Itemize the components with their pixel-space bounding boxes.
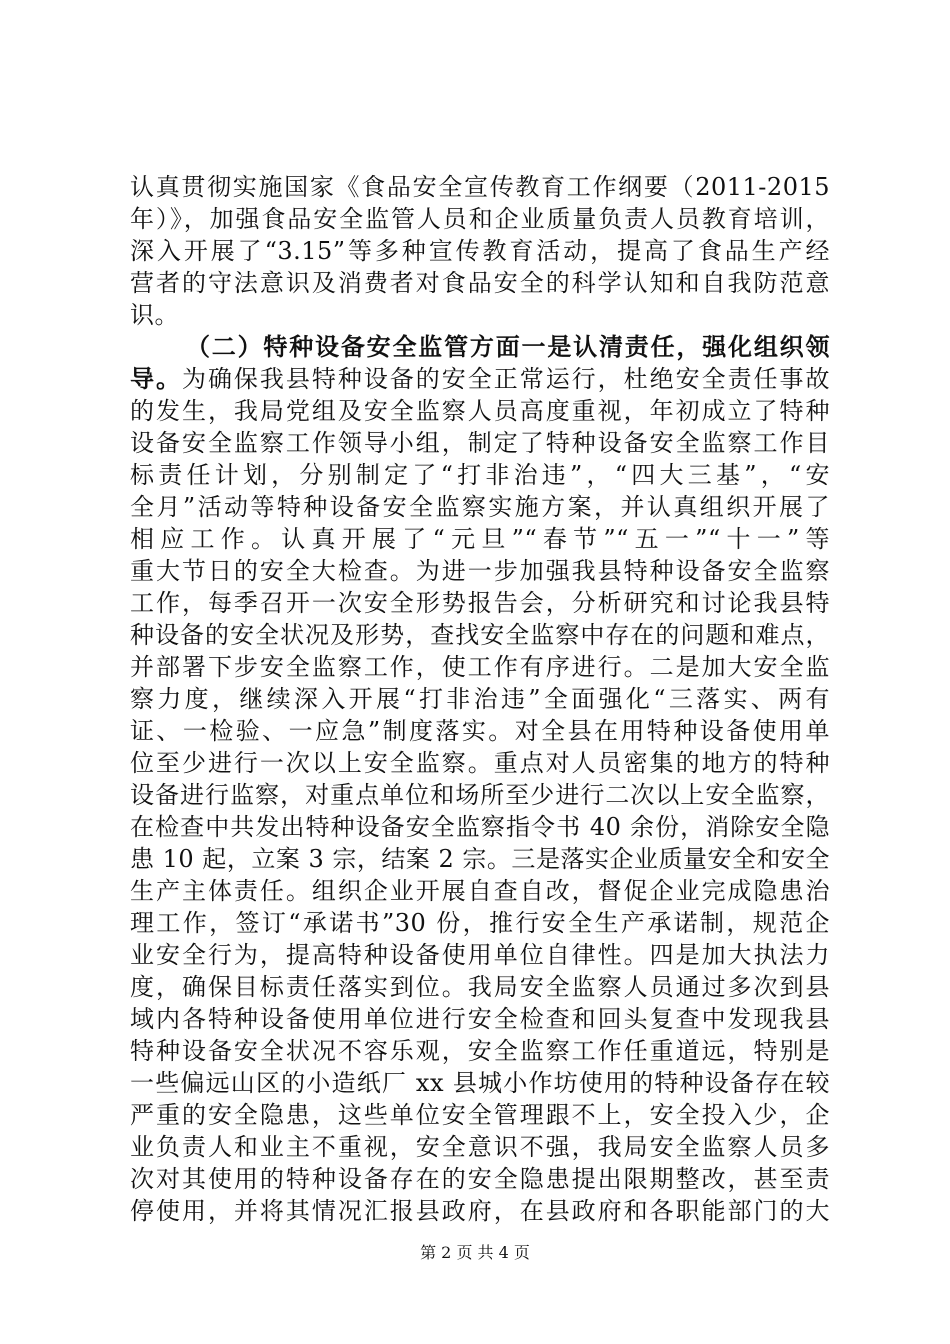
text-line: 业负责人和业主不重视，安全意识不强，我局安全监察人员多 <box>130 1133 830 1161</box>
text-line: 重大节日的安全大检查。为进一步加强我县特种设备安全监察 <box>130 557 830 585</box>
section-heading-line: （二）特种设备安全监管方面一是认清责任，强化组织领 <box>186 332 830 361</box>
page-number: 第 2 页 共 4 页 <box>420 1243 530 1262</box>
text-line: 停使用，并将其情况汇报县政府，在县政府和各职能部门的大 <box>130 1197 830 1225</box>
text-line: 的发生，我局党组及安全监察人员高度重视，年初成立了特种 <box>130 397 830 425</box>
text-line <box>130 363 830 395</box>
text-line: 特种设备安全状况不容乐观，安全监察工作任重道远，特别是 <box>130 1037 830 1065</box>
page-footer <box>0 1243 950 1263</box>
text-line: 并部署下步安全监察工作，使工作有序进行。二是加大安全监 <box>130 653 830 681</box>
text-line: 在检查中共发出特种设备安全监察指令书 40 余份，消除安全隐 <box>130 813 830 841</box>
text-line: 严重的安全隐患，这些单位安全管理跟不上，安全投入少，企 <box>130 1101 830 1129</box>
text-line: 种设备的安全状况及形势，查找安全监察中存在的问题和难点， <box>130 621 830 649</box>
text-line: 业安全行为，提高特种设备使用单位自律性。四是加大执法力 <box>130 941 830 969</box>
text-line: 一些偏远山区的小造纸厂 xx 县城小作坊使用的特种设备存在较 <box>130 1069 830 1097</box>
text-line: 工作，每季召开一次安全形势报告会，分析研究和讨论我县特 <box>130 589 830 617</box>
text-line: 理工作，签订“承诺书”30 份，推行安全生产承诺制，规范企 <box>130 909 830 937</box>
text-line: 生产主体责任。组织企业开展自查自改，督促企业完成隐患治 <box>130 877 830 905</box>
text-line: 识。 <box>130 301 179 329</box>
text-line: 标责任计划，分别制定了“打非治违”，“四大三基”，“安 <box>130 461 830 489</box>
text-segment: 为确保我县特种设备的安全正常运行，杜绝安全责任事故 <box>181 365 831 393</box>
text-line: 域内各特种设备使用单位进行安全检查和回头复查中发现我县 <box>130 1005 830 1033</box>
text-line: 认真贯彻实施国家《食品安全宣传教育工作纲要（2011-2015 <box>130 173 830 201</box>
text-line: 设备安全监察工作领导小组，制定了特种设备安全监察工作目 <box>130 429 830 457</box>
text-line: 次对其使用的特种设备存在的安全隐患提出限期整改，甚至责 <box>130 1165 830 1193</box>
text-line: 证、一检验、一应急”制度落实。对全县在用特种设备使用单 <box>130 717 830 745</box>
text-line: 察力度，继续深入开展“打非治违”全面强化“三落实、两有 <box>130 685 830 713</box>
text-line: 位至少进行一次以上安全监察。重点对人员密集的地方的特种 <box>130 749 830 777</box>
section-heading-end: 导。 <box>130 364 182 393</box>
text-line: 患 10 起，立案 3 宗，结案 2 宗。三是落实企业质量安全和安全 <box>130 845 830 873</box>
text-line: 全月”活动等特种设备安全监察实施方案，并认真组织开展了 <box>130 493 830 521</box>
text-line: 相应工作。认真开展了“元旦”“春节”“五一”“十一”等 <box>130 525 830 553</box>
text-line: 营者的守法意识及消费者对食品安全的科学认知和自我防范意 <box>130 269 830 297</box>
body-text <box>130 171 830 1259</box>
text-line: 度，确保目标责任落实到位。我局安全监察人员通过多次到县 <box>130 973 830 1001</box>
text-line: 年）》，加强食品安全监管人员和企业质量负责人员教育培训， <box>130 205 830 233</box>
text-line: 设备进行监察，对重点单位和场所至少进行二次以上安全监察， <box>130 781 830 809</box>
text-line: 深入开展了“3.15”等多种宣传教育活动，提高了食品生产经 <box>130 237 830 265</box>
